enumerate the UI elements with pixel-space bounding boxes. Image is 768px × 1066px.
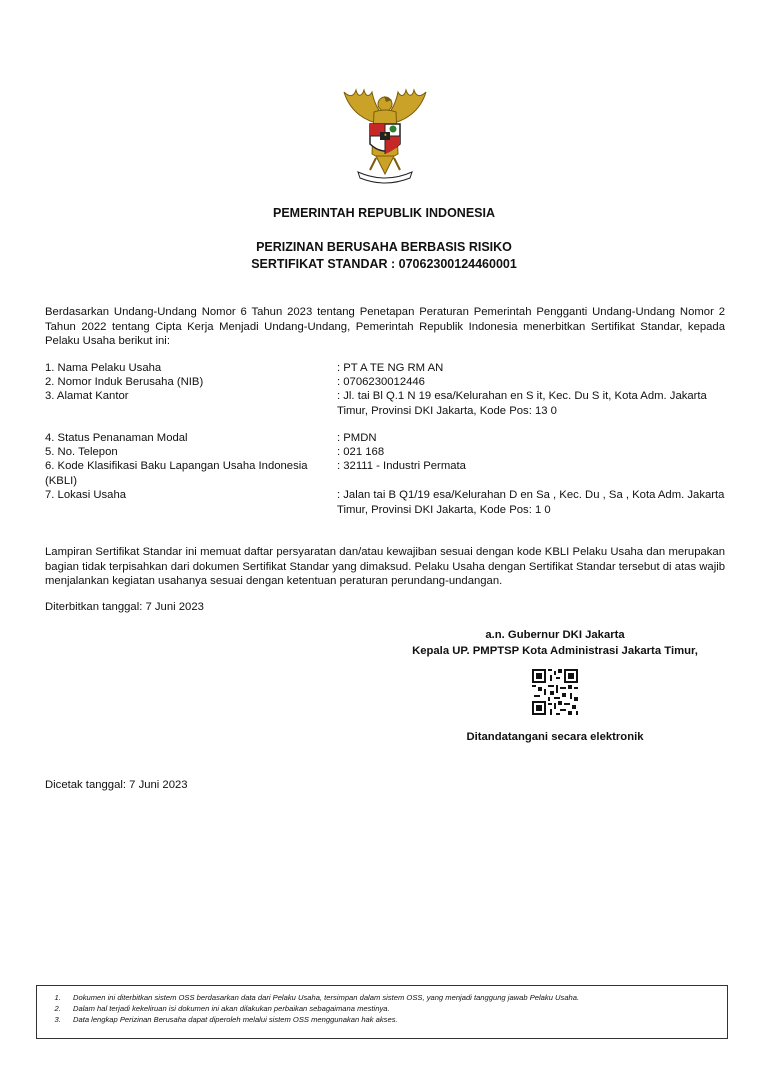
field-label: 1. Nama Pelaku Usaha <box>45 362 162 374</box>
signatory-line2: Kepala UP. PMPTSP Kota Administrasi Jakarta Timur, <box>412 645 698 657</box>
field-label: 6. Kode Klasifikasi Baku Lapangan Usaha Indonesia (KBLI) <box>45 460 308 487</box>
field-label: 2. Nomor Induk Berusaha (NIB) <box>45 376 204 388</box>
field-value: : Jl. tai Bl Q.1 N 19 esa/Kelurahan en S it, Kec. Du S it, Kota Adm. Jakarta Timur, Provinsi DKI Jakarta, Kode Pos: 13 0 <box>337 390 707 417</box>
qr-code-icon <box>532 669 578 715</box>
intro-paragraph: Berdasarkan Undang-Undang Nomor 6 Tahun 2023 tentang Penetapan Peraturan Pemerintah Pengganti Undang-Undang Nomor 2 Tahun 2022 tentang Cipta Kerja Menjadi Undang-Undang, Pemerintah Republik Indonesia menerbitkan Sertifikat Standar, kepada Pelaku Usaha berikut ini: <box>45 306 725 347</box>
field-value: : PT A TE NG RM AN <box>337 362 444 374</box>
field-value: : Jalan tai B Q1/19 esa/Kelurahan D en Sa , Kec. Du , Sa , Kota Adm. Jakarta Timur, Provinsi DKI Jakarta, Kode Pos: 1 0 <box>337 489 725 516</box>
permit-title: PERIZINAN BERUSAHA BERBASIS RISIKO <box>256 240 512 254</box>
issued-date: Diterbitkan tanggal: 7 Juni 2023 <box>45 601 204 613</box>
field-label: 7. Lokasi Usaha <box>45 489 127 501</box>
field-label: 4. Status Penanaman Modal <box>45 432 188 444</box>
field-value: : 0706230012446 <box>337 376 425 388</box>
footer-note: 3. Data lengkap Perizinan Berusaha dapat diperoleh melalui sistem OSS menggunakan hak akses. <box>63 1014 727 1025</box>
footer-note: 1. Dokumen ini diterbitkan sistem OSS berdasarkan data dari Pelaku Usaha, tersimpan dalam sistem OSS, yang menjadi tanggung jawab Pelaku Usaha. <box>63 992 727 1003</box>
field-label: 3. Alamat Kantor <box>45 390 129 402</box>
certificate-number: SERTIFIKAT STANDAR : 07062300124460001 <box>251 257 517 271</box>
footer-notes <box>36 985 728 1039</box>
electronic-signature-note: Ditandatangani secara elektronik <box>466 731 644 743</box>
lampiran-paragraph: Lampiran Sertifikat Standar ini memuat daftar persyaratan dan/atau kewajiban sesuai dengan kode KBLI Pelaku Usaha dan merupakan bagian tidak terpisahkan dari dokumen Sertifikat Standar yang dimaksud. Pelaku Usaha dengan Sertifikat Standar tersebut di atas wajib menjalankan kegiatan usahanya sesuai dengan ketentuan peraturan perundang-undangan. <box>45 546 725 587</box>
signatory-line1: a.n. Gubernur DKI Jakarta <box>485 629 625 641</box>
field-value: : PMDN <box>337 432 377 444</box>
garuda-emblem-icon <box>336 84 434 188</box>
printed-date: Dicetak tanggal: 7 Juni 2023 <box>45 779 188 791</box>
field-value: : 021 168 <box>337 446 385 458</box>
footer-note: 2. Dalam hal terjadi kekeliruan isi dokumen ini akan dilakukan perbaikan sebagaimana mestinya. <box>63 1003 727 1014</box>
field-value: : 32111 - Industri Permata <box>337 460 466 472</box>
field-label: 5. No. Telepon <box>45 446 118 458</box>
government-title: PEMERINTAH REPUBLIK INDONESIA <box>272 206 495 220</box>
